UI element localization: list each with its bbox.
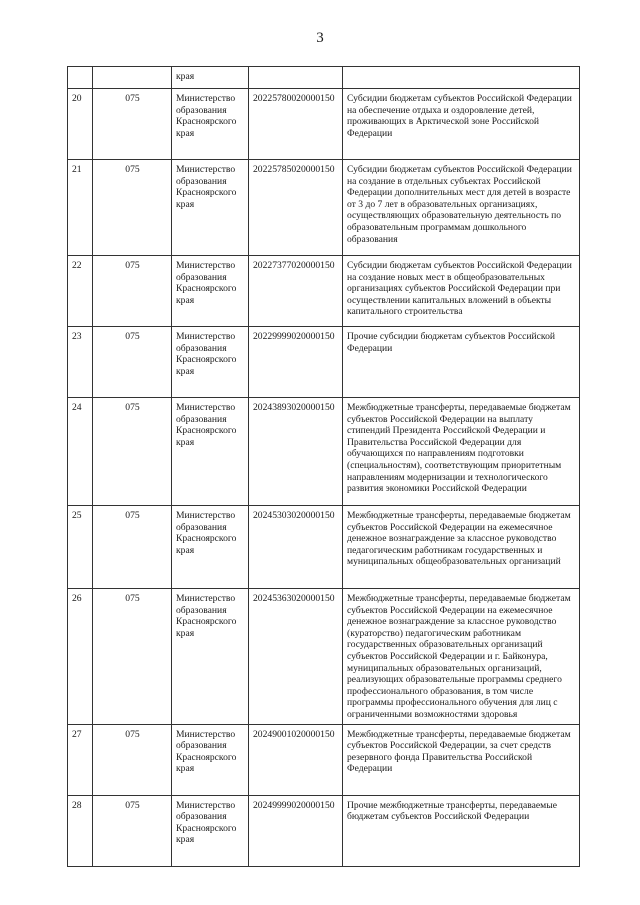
table-row bbox=[68, 89, 580, 160]
revenue-name-cell: Межбюджетные трансферты, передаваемые бюджетам субъектов Российской Федерации на ежемесячное денежное вознаграждение за классное руководство педагогическим работникам государственных и муниципальных общеобразовательных организаций bbox=[343, 506, 580, 589]
row-number-cell bbox=[68, 67, 93, 89]
administrator-cell: Министерство образования Красноярского края bbox=[172, 398, 249, 506]
kbk-code-cell: 20245363020000150 bbox=[249, 589, 343, 725]
revenue-name-cell: Субсидии бюджетам субъектов Российской Федерации на создание новых мест в общеобразовательных организациях субъектов Российской Федерации при осуществлении капитальных вложений в объекты капитального строительства bbox=[343, 256, 580, 327]
table-row bbox=[68, 589, 580, 725]
administrator-cell: Министерство образования Красноярского края bbox=[172, 795, 249, 866]
kbk-code-cell: 20227377020000150 bbox=[249, 256, 343, 327]
kbk-code-cell: 20225785020000150 bbox=[249, 160, 343, 256]
row-number-cell: 26 bbox=[68, 589, 93, 725]
row-number-cell: 20 bbox=[68, 89, 93, 160]
administrator-cell: Министерство образования Красноярского края bbox=[172, 160, 249, 256]
table-row-continuation bbox=[68, 67, 580, 89]
admin-code-cell: 075 bbox=[93, 327, 172, 398]
admin-code-cell: 075 bbox=[93, 256, 172, 327]
table-row bbox=[68, 327, 580, 398]
row-number-cell: 22 bbox=[68, 256, 93, 327]
administrator-cell: Министерство образования Красноярского края bbox=[172, 724, 249, 795]
admin-code-cell: 075 bbox=[93, 89, 172, 160]
row-number-cell: 25 bbox=[68, 506, 93, 589]
revenue-name-cell: Межбюджетные трансферты, передаваемые бюджетам субъектов Российской Федерации на ежемесячное денежное вознаграждение за классное руководство (кураторство) педагогическим работникам государственных образовательных организаций субъектов Российской Федерации и г. Байконура, муниципальных образовательных организаций, реализующих образовательные программы среднего профессионального образования, в том числе программы профессионального обучения для лиц с ограниченными возможностями здоровья bbox=[343, 589, 580, 725]
table-row bbox=[68, 256, 580, 327]
admin-code-cell: 075 bbox=[93, 506, 172, 589]
revenue-name-cell: Межбюджетные трансферты, передаваемые бюджетам субъектов Российской Федерации, за счет средств резервного фонда Правительства Российской Федерации bbox=[343, 724, 580, 795]
table-row bbox=[68, 506, 580, 589]
row-number-cell: 21 bbox=[68, 160, 93, 256]
revenue-name-cell: Субсидии бюджетам субъектов Российской Федерации на создание в отдельных субъектах Российской Федерации дополнительных мест для детей в возрасте от 3 до 7 лет в образовательных организациях, осуществляющих образовательную деятельность по образовательным программам дошкольного образования bbox=[343, 160, 580, 256]
admin-code-cell bbox=[93, 67, 172, 89]
row-number-cell: 27 bbox=[68, 724, 93, 795]
kbk-code-cell: 20243893020000150 bbox=[249, 398, 343, 506]
kbk-code-cell: 20245303020000150 bbox=[249, 506, 343, 589]
kbk-code-cell bbox=[249, 67, 343, 89]
kbk-code-cell: 20249001020000150 bbox=[249, 724, 343, 795]
admin-code-cell: 075 bbox=[93, 160, 172, 256]
revenue-name-cell: Субсидии бюджетам субъектов Российской Федерации на обеспечение отдыха и оздоровление детей, проживающих в Арктической зоне Российской Федерации bbox=[343, 89, 580, 160]
admin-code-cell: 075 bbox=[93, 589, 172, 725]
administrator-cell: Министерство образования Красноярского края bbox=[172, 327, 249, 398]
administrator-cell: края bbox=[172, 67, 249, 89]
row-number-cell: 23 bbox=[68, 327, 93, 398]
kbk-code-cell: 20225780020000150 bbox=[249, 89, 343, 160]
revenue-name-cell: Прочие межбюджетные трансферты, передаваемые бюджетам субъектов Российской Федерации bbox=[343, 795, 580, 866]
revenue-name-cell: Прочие субсидии бюджетам субъектов Российской Федерации bbox=[343, 327, 580, 398]
budget-revenue-table bbox=[67, 66, 580, 867]
kbk-code-cell: 20229999020000150 bbox=[249, 327, 343, 398]
row-number-cell: 28 bbox=[68, 795, 93, 866]
table-row bbox=[68, 160, 580, 256]
table-row bbox=[68, 724, 580, 795]
revenue-name-cell bbox=[343, 67, 580, 89]
administrator-cell: Министерство образования Красноярского края bbox=[172, 256, 249, 327]
table-row bbox=[68, 398, 580, 506]
kbk-code-cell: 20249999020000150 bbox=[249, 795, 343, 866]
admin-code-cell: 075 bbox=[93, 398, 172, 506]
row-number-cell: 24 bbox=[68, 398, 93, 506]
revenue-name-cell: Межбюджетные трансферты, передаваемые бюджетам субъектов Российской Федерации на выплату стипендий Президента Российской Федерации и Правительства Российской Федерации для обучающихся по направлениям подготовки (специальностям), соответствующим приоритетным направлениям модернизации и технологического развития экономики Российской Федерации bbox=[343, 398, 580, 506]
admin-code-cell: 075 bbox=[93, 724, 172, 795]
administrator-cell: Министерство образования Красноярского края bbox=[172, 589, 249, 725]
administrator-cell: Министерство образования Красноярского края bbox=[172, 89, 249, 160]
page-number: 3 bbox=[316, 30, 324, 46]
admin-code-cell: 075 bbox=[93, 795, 172, 866]
administrator-cell: Министерство образования Красноярского края bbox=[172, 506, 249, 589]
table-row bbox=[68, 795, 580, 866]
